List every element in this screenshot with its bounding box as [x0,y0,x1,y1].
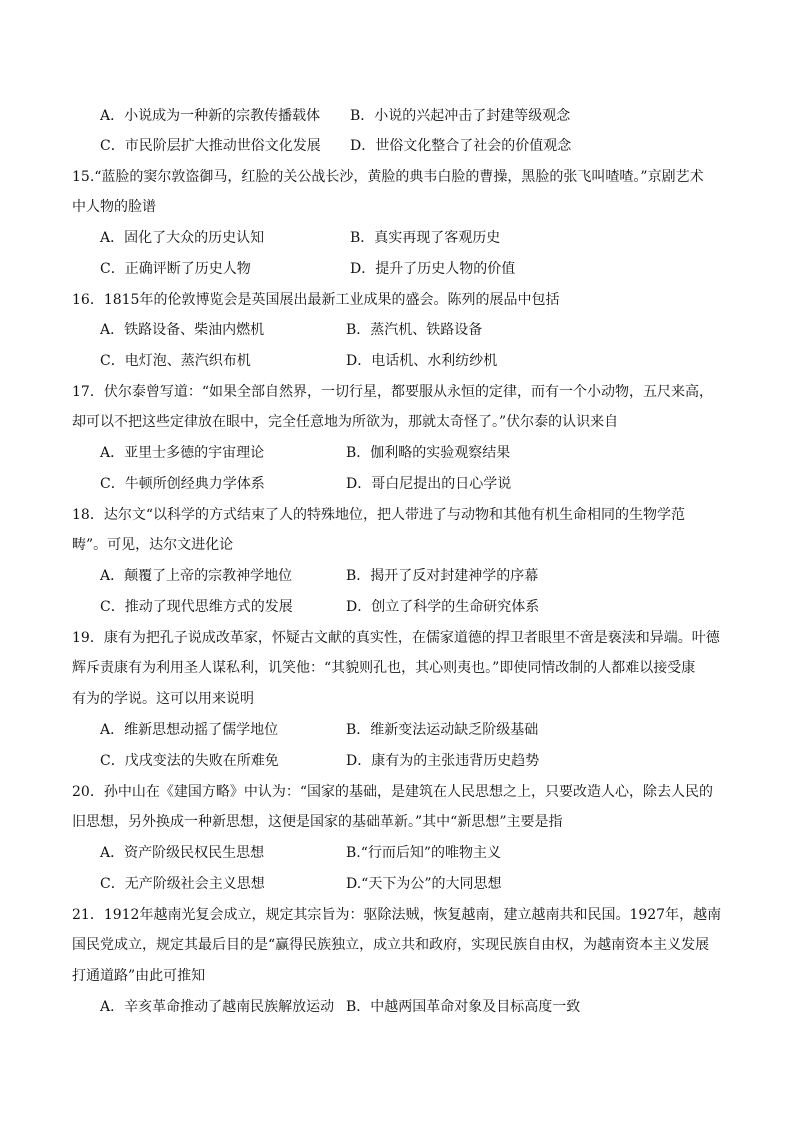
q17-stem-line1: 17．伏尔泰曾写道：“如果全部自然界，一切行星，都要服从永恒的定律，而有一个小动物，五尺来高， [72,384,713,400]
q17-option-c: C．牛顿所创经典力学体系 [100,476,265,492]
q21-stem-line2: 国民党成立，规定其最后目的是“赢得民族独立，成立共和政府，实现民族自由权，为越南资本主义发展 [72,937,710,953]
q16-option-c: C．电灯泡、蒸汽织布机 [100,353,251,369]
q16-option-a: A．铁路设备、柴油内燃机 [100,322,265,338]
q21-option-b: B．中越两国革命对象及目标高度一致 [346,999,581,1015]
q18-option-b: B．揭开了反对封建神学的序幕 [346,568,539,584]
q21-stem-line1: 21．1912年越南光复会成立，规定其宗旨为：驱除法贼，恢复越南，建立越南共和民国。1927年，越南 [72,907,722,923]
q19-stem-line2: 辉斥责康有为利用圣人谋私利，讥笑他：“其貌则孔也，其心则夷也。”即使同情改制的人都难以接受康 [72,660,696,676]
q17-option-a: A．亚里士多德的宇宙理论 [100,445,265,461]
q19-stem-line1: 19．康有为把孔子说成改革家，怀疑古文献的真实性，在儒家道德的捍卫者眼里不啻是亵渎和异端。叶德 [72,630,720,646]
q14-option-c: C．市民阶层扩大推动世俗文化发展 [100,138,321,154]
q15-option-b: B．真实再现了客观历史 [350,230,501,246]
q20-option-c: C．无产阶级社会主义思想 [100,876,265,892]
q16-option-b: B．蒸汽机、铁路设备 [346,322,483,338]
q15-option-d: D．提升了历史人物的价值 [350,261,516,277]
q15-stem-line2: 中人物的脸谱 [72,199,156,215]
q15-option-c: C．正确评断了历史人物 [100,261,251,277]
q15-stem-line1: 15.“蓝脸的窦尔敦盗御马，红脸的关公战长沙，黄脸的典韦白脸的曹操，黑脸的张飞叫喳喳。”京剧艺术 [72,169,704,185]
q18-option-c: C．推动了现代思维方式的发展 [100,599,293,615]
q19-stem-line3: 有为的学说。这可以用来说明 [72,691,254,707]
q16-stem-line1: 16．1815年的伦敦博览会是英国展出最新工业成果的盛会。陈列的展品中包括 [72,292,560,308]
q20-option-d: D.“天下为公”的大同思想 [346,876,502,892]
q19-option-b: B．维新变法运动缺乏阶级基础 [346,722,539,738]
q21-option-a: A．辛亥革命推动了越南民族解放运动 [100,999,335,1015]
q14-option-d: D．世俗文化整合了社会的价值观念 [350,138,572,154]
q17-option-b: B．伽利略的实验观察结果 [346,445,511,461]
q15-option-a: A．固化了大众的历史认知 [100,230,265,246]
q14-option-a: A．小说成为一种新的宗教传播载体 [100,108,321,124]
q18-option-a: A．颠覆了上帝的宗教神学地位 [100,568,293,584]
q18-stem-line2: 畴”。可见，达尔文进化论 [72,537,234,553]
q17-stem-line2: 却可以不把这些定律放在眼中，完全任意地为所欲为，那就太奇怪了。”伏尔泰的认识来自 [72,414,619,430]
q17-option-d: D．哥白尼提出的日心学说 [346,476,512,492]
q21-stem-line3: 打通道路”由此可推知 [72,968,206,984]
q20-stem-line1: 20．孙中山在《建国方略》中认为：“国家的基础，是建筑在人民思想之上，只要改造人心，除去人民的 [72,784,713,800]
q16-option-d: D．电话机、水利纺纱机 [346,353,498,369]
q20-option-a: A．资产阶级民权民生思想 [100,845,265,861]
q14-option-b: B．小说的兴起冲击了封建等级观念 [350,108,571,124]
q20-option-b: B.“行而后知”的唯物主义 [346,845,502,861]
q19-option-d: D．康有为的主张违背历史趋势 [346,753,540,769]
q20-stem-line2: 旧思想，另外换成一种新思想，这便是国家的基础革新。”其中“新思想”主要是指 [72,814,563,830]
q19-option-a: A．维新思想动摇了儒学地位 [100,722,279,738]
q18-stem-line1: 18．达尔文“以科学的方式结束了人的特殊地位，把人带进了与动物和其他有机生命相同的生物学范 [72,507,685,523]
q19-option-c: C．戊戌变法的失败在所难免 [100,753,279,769]
q18-option-d: D．创立了科学的生命研究体系 [346,599,540,615]
